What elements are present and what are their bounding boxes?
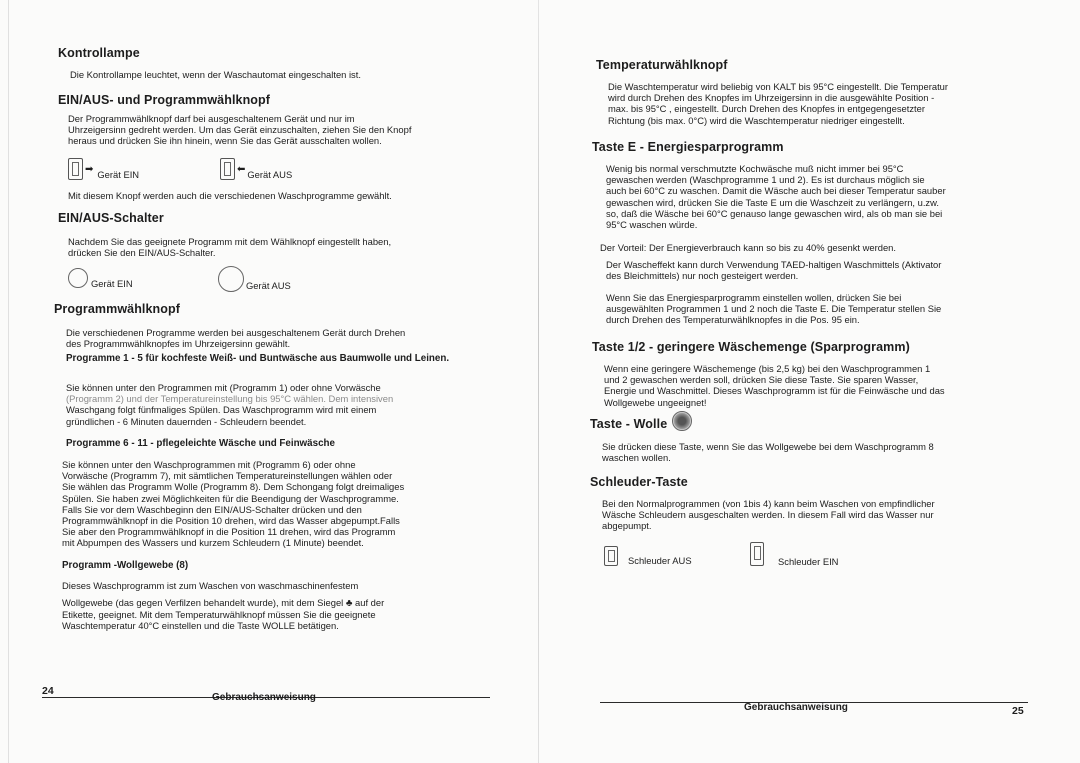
heading-taste-e: Taste E - Energiesparprogramm (592, 140, 784, 154)
label-schleuder-aus: Schleuder AUS (628, 555, 692, 566)
page-number-left: 24 (42, 685, 54, 697)
text-wascheffekt (606, 259, 941, 281)
text-line: auch bei 60°C zu waschen. Damit die Wäsche auch bei dieser Temperatur sauber (606, 185, 946, 197)
text-line: durch Drehen des Temperaturwählknopfes in die Pos. 95 ein. (606, 314, 860, 326)
text-line (62, 597, 384, 609)
text-wollgewebe-intro: Dieses Waschprogramm ist zum Waschen von waschmaschinenfestem (62, 580, 359, 591)
text-line: 95°C waschen würde. (606, 219, 698, 231)
text-taste-1-2 (604, 363, 945, 408)
text-line: des Programmwählknopfes im Uhrzeigersinn gewählt. (66, 338, 291, 350)
knob-pushed-icon (220, 158, 235, 180)
text-line: Sie wählen das Programm Wolle (Programm 8). Dem Schongang folgt dreimaliges (62, 481, 405, 493)
text-line: Der Wascheffekt kann durch Verwendung TAED-haltigen Waschmittels (Aktivator (606, 259, 942, 270)
text-kontrollampe: Die Kontrollampe leuchtet, wenn der Waschautomat eingeschalten ist. (70, 69, 361, 80)
text-programme-1-5 (66, 382, 393, 427)
label-geraet-aus-switch: Gerät AUS (246, 279, 291, 291)
text-line: Wenig bis normal verschmutzte Kochwäsche muß nicht immer bei 95°C (606, 163, 904, 174)
text-line: Sie können unter den Waschprogrammen mit (Programm 6) oder ohne (62, 459, 356, 470)
text-line: gründlichen - 6 Minuten dauernden - Schleudern beendet. (66, 415, 307, 427)
text-taste-e (606, 163, 946, 230)
text-line: abgepumpt. (602, 520, 652, 532)
subheading-programme-1-5: Programme 1 - 5 für kochfeste Weiß- und Buntwäsche aus Baumwolle und Leinen. (66, 353, 450, 364)
schleuder-ein-row (750, 540, 838, 567)
footer-label-right: Gebrauchsanweisung (744, 702, 848, 713)
arrow-right-icon: ➡ (85, 163, 94, 175)
text-siegel-tail: auf der (355, 597, 385, 608)
text-line: Wenn eine geringere Wäschemenge (bis 2,5 kg) bei den Waschprogrammen 1 (604, 363, 931, 374)
text-line: Wenn Sie das Energiesparprogramm einstellen wollen, drücken Sie bei (606, 292, 902, 303)
subheading-wollgewebe: Programm -Wollgewebe (8) (62, 560, 189, 571)
text-programmwaehlknopf (66, 327, 405, 349)
text-line: und 2 gewaschen werden soll, drücken Sie diese Taste. Sie sparen Wasser, (604, 374, 919, 386)
text-line: Die Waschtemperatur wird beliebig von KALT bis 95°C eingestellt. Die Temperatur (608, 81, 949, 92)
text-line: Vorwäsche (Programm 7), mit sämtlichen Temperatureinstellungen wählen oder (62, 470, 393, 482)
label-geraet-ein-switch: Gerät EIN (91, 278, 133, 289)
heading-temperaturwaehlknopf: Temperaturwählknopf (596, 58, 728, 72)
heading-schleuder-taste: Schleuder-Taste (590, 475, 688, 489)
page-number-right: 25 (1012, 705, 1024, 717)
text-line: Energie und Waschmittel. Dieses Waschprogramm ist für die Feinwäsche und das (604, 385, 945, 397)
text-line: Programmwählknopf in die Position 10 drehen, wird das Wasser abgepumpt.Falls (62, 515, 400, 527)
label-geraet-ein: Gerät EIN (97, 168, 140, 180)
text-line: Waschtemperatur 40°C einstellen und die Taste WOLLE betätigen. (62, 620, 339, 632)
text-line: waschen wollen. (602, 452, 671, 464)
switch-pressed-icon (68, 268, 88, 288)
switch-released-icon (218, 266, 244, 292)
text-line: Der Programmwählknopf darf bei ausgeschaltenem Gerät und nur im (68, 113, 355, 124)
text-line: Wollgewebe ungeeignet! (604, 396, 707, 408)
text-line: Richtung (bis max. 0°C) wird die Waschtemperatur niedriger eingestellt. (608, 114, 905, 126)
text-line: Bei den Normalprogrammen (von 1bis 4) kann beim Waschen von empfindlicher (602, 498, 935, 509)
text-line: max. bis 95°C , eingestellt. Durch Drehen des Knopfes in entgegengesetzter (608, 103, 925, 115)
text-line: gewaschen werden (Waschprogramme 1 und 2). Es ist durchaus möglich sie (606, 174, 925, 186)
heading-einaus-knopf: EIN/AUS- und Programmwählknopf (58, 93, 271, 107)
text-line: ausgewählten Programmen 1 und 2 noch die Taste E. Die Temperatur stellen Sie (606, 303, 942, 315)
text-line: Spülen. Sie haben zwei Möglichkeiten für die Beendigung der Waschprogramme. (62, 492, 399, 504)
button-down-icon (750, 542, 764, 566)
subheading-programme-6-11: Programme 6 - 11 - pflegeleichte Wäsche und Feinwäsche (66, 438, 335, 449)
arrow-left-icon: ⬅ (237, 163, 246, 175)
text-line: gewaschen wird, drücken Sie die Taste E um die Waschzeit zu verlängern, u.zw. (606, 196, 939, 208)
heading-taste-1-2: Taste 1/2 - geringere Wäschemenge (Sparprogramm) (592, 340, 910, 354)
knob-pulled-icon (68, 158, 83, 180)
schleuder-aus-row (604, 545, 692, 566)
label-geraet-aus: Gerät AUS (247, 168, 293, 180)
wool-seal-icon: ♣ (345, 598, 353, 609)
text-line: so, daß die Wäsche bei 60°C genauso lange gewaschen wird, als ob man sie bei (606, 207, 943, 219)
knob-aus-row (220, 158, 292, 180)
text-programme-6-11 (62, 459, 404, 549)
text-line: Sie drücken diese Taste, wenn Sie das Wollgewebe bei dem Waschprogramm 8 (602, 441, 934, 452)
text-line: drücken Sie den EIN/AUS-Schalter. (68, 247, 216, 259)
text-siegel-line: Wollgewebe (das gegen Verfilzen behandelt wurde), mit dem Siegel (62, 597, 344, 608)
right-page (540, 0, 1080, 763)
text-taste-wolle (602, 441, 934, 463)
switch-aus-row (218, 266, 291, 292)
text-line: Waschgang folgt fünfmaliges Spülen. Das Waschprogramm wird mit einem (66, 404, 377, 416)
text-schleuder-taste (602, 498, 935, 532)
text-temperaturwaehlknopf (608, 81, 948, 126)
heading-taste-wolle: Taste - Wolle (590, 417, 668, 431)
text-schalter (68, 236, 391, 258)
label-schleuder-ein: Schleuder EIN (778, 556, 839, 567)
text-line: Uhrzeigersinn gedreht werden. Um das Gerät einzuschalten, ziehen Sie den Knopf (68, 124, 412, 136)
text-line: Sie aber den Programmwählknopf in die Position 11 drehen, wird das Programm (62, 526, 396, 538)
heading-kontrollampe: Kontrollampe (58, 46, 140, 60)
text-einaus-knopf (68, 113, 411, 147)
text-line: des Bleichmittels) nur noch gesteigert werden. (606, 270, 799, 282)
wool-ball-icon (672, 411, 692, 431)
text-vorteil: Der Vorteil: Der Energieverbrauch kann so bis zu 40% gesenkt werden. (600, 242, 896, 253)
text-line: Etikette, geeignet. Mit dem Temperaturwählknopf müssen Sie die geeignete (62, 609, 376, 621)
text-line: Sie können unter den Programmen mit (Programm 1) oder ohne Vorwäsche (66, 382, 381, 393)
heading-einaus-schalter: EIN/AUS-Schalter (58, 211, 164, 225)
heading-taste-wolle-row (590, 417, 692, 431)
text-line: heraus und drücken Sie ihn hinein, wenn Sie das Gerät ausschalten wollen. (68, 135, 382, 147)
button-up-icon (604, 546, 618, 566)
text-knopf-programme: Mit diesem Knopf werden auch die verschiedenen Waschprogramme gewählt. (68, 190, 392, 201)
text-line-faded: (Programm 2) und der Temperatureinstellung bis 95°C wählen. Dem intensiven (66, 393, 394, 405)
text-wollgewebe (62, 597, 384, 632)
text-line: wird durch Drehen des Knopfes im Uhrzeigersinn in die ausgewählte Position - (608, 92, 935, 104)
text-energiespar-einstellen (606, 292, 941, 326)
text-line: Nachdem Sie das geeignete Programm mit dem Wählknopf eingestellt haben, (68, 236, 392, 247)
heading-programmwaehlknopf: Programmwählknopf (54, 302, 181, 316)
text-line: Wäsche Schleudern ausgeschalten werden. In diesem Fall wird das Wasser nur (602, 509, 934, 521)
text-line: Falls Sie vor dem Waschbeginn den EIN/AUS-Schalter drücken und den (62, 503, 362, 515)
footer-label-left: Gebrauchsanweisung (212, 692, 316, 703)
knob-ein-row (68, 158, 139, 180)
switch-ein-row (68, 266, 133, 289)
text-line: Die verschiedenen Programme werden bei ausgeschaltenem Gerät durch Drehen (66, 327, 406, 338)
text-line: mit Abpumpen des Wassers und kurzem Schleudern (1 Minute) beendet. (62, 537, 364, 549)
